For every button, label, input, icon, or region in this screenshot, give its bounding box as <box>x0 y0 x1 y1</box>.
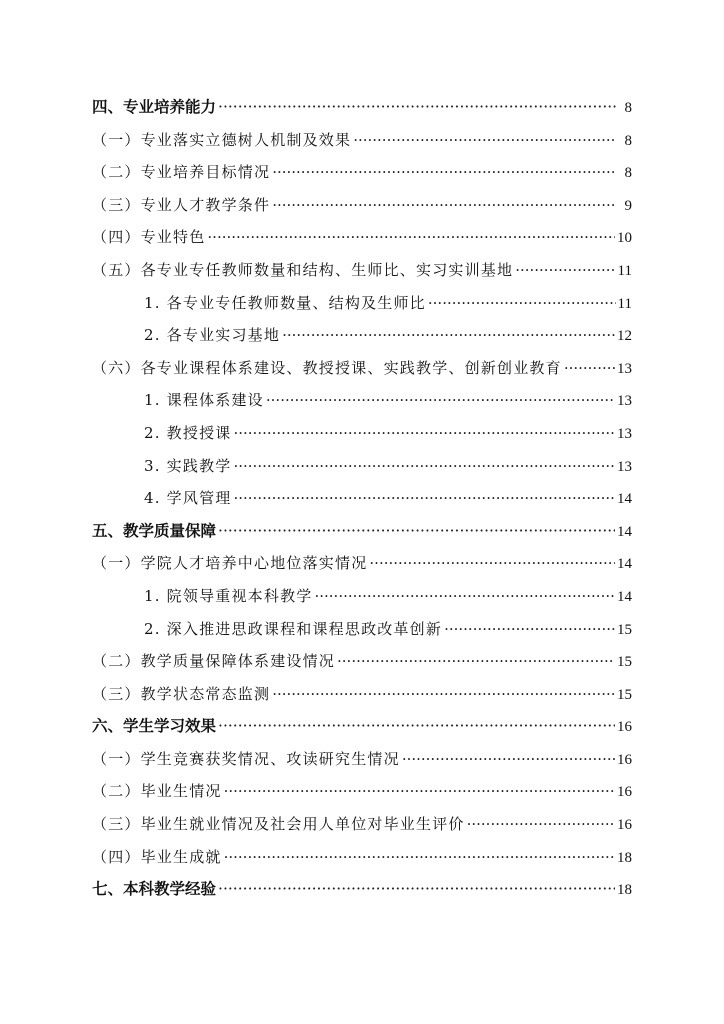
toc-dot-leader <box>272 189 616 222</box>
toc-entry[interactable] <box>92 352 632 385</box>
toc-entry[interactable] <box>92 743 632 776</box>
table-of-contents <box>92 91 632 906</box>
toc-dot-leader <box>353 124 616 157</box>
toc-entry-page-number: 16 <box>617 719 632 736</box>
toc-dot-leader <box>282 319 615 352</box>
toc-dot-leader <box>233 417 615 450</box>
toc-dot-leader <box>218 91 616 124</box>
toc-entry-label: （三）专业人才教学条件 <box>92 195 271 214</box>
toc-entry-label: （四）毕业生成就 <box>92 847 222 866</box>
toc-entry-page-number: 16 <box>617 817 632 834</box>
toc-entry-page-number: 15 <box>617 686 632 703</box>
toc-entry-label: 2. 深入推进思政课程和课程思政改革创新 <box>144 619 443 638</box>
toc-entry[interactable] <box>92 124 632 157</box>
toc-entry[interactable] <box>92 580 632 613</box>
toc-entry-page-number: 8 <box>624 132 632 149</box>
toc-dot-leader <box>218 873 615 906</box>
toc-dot-leader <box>233 450 615 483</box>
toc-entry-label: （二）教学质量保障体系建设情况 <box>92 652 336 671</box>
toc-entry-page-number: 18 <box>617 882 632 899</box>
toc-dot-leader <box>467 808 615 841</box>
toc-entry-label: 六、学生学习效果 <box>92 717 217 736</box>
toc-dot-leader <box>218 710 615 743</box>
toc-entry[interactable] <box>92 319 632 352</box>
toc-entry-page-number: 10 <box>617 230 632 247</box>
toc-entry-page-number: 8 <box>624 165 632 182</box>
toc-entry-label: 2. 各专业实习基地 <box>144 326 281 345</box>
toc-entry-page-number: 11 <box>617 262 632 279</box>
toc-entry[interactable] <box>92 91 632 124</box>
toc-dot-leader <box>224 775 615 808</box>
toc-entry[interactable] <box>92 450 632 483</box>
toc-dot-leader <box>314 580 615 613</box>
toc-entry[interactable] <box>92 775 632 808</box>
toc-entry-label: （五）各专业专任教师数量和结构、生师比、实习实训基地 <box>92 260 514 279</box>
toc-entry-page-number: 15 <box>617 654 632 671</box>
toc-entry-page-number: 14 <box>617 556 632 573</box>
toc-entry[interactable] <box>92 808 632 841</box>
toc-entry-label: 四、专业培养能力 <box>92 98 217 116</box>
toc-entry[interactable] <box>92 254 632 287</box>
toc-entry-page-number: 18 <box>617 849 632 866</box>
toc-entry[interactable] <box>92 678 632 711</box>
toc-entry[interactable] <box>92 287 632 320</box>
toc-entry-page-number: 8 <box>624 100 632 116</box>
toc-entry-label: （一）学院人才培养中心地位落实情况 <box>92 554 368 573</box>
toc-dot-leader <box>564 352 615 385</box>
toc-entry-label: （六）各专业课程体系建设、教授授课、实践教学、创新创业教育 <box>92 358 562 377</box>
toc-entry[interactable] <box>92 547 632 580</box>
toc-entry[interactable] <box>92 645 632 678</box>
toc-entry-label: 七、本科教学经验 <box>92 880 217 899</box>
toc-entry-page-number: 14 <box>617 588 632 605</box>
toc-entry[interactable] <box>92 384 632 417</box>
toc-entry[interactable] <box>92 482 632 515</box>
toc-entry[interactable] <box>92 417 632 450</box>
toc-entry-label: 4. 学风管理 <box>144 489 232 508</box>
toc-entry-page-number: 14 <box>617 523 632 540</box>
toc-entry-page-number: 16 <box>617 784 632 801</box>
toc-entry-page-number: 13 <box>617 393 632 410</box>
toc-dot-leader <box>266 384 615 417</box>
toc-entry-page-number: 13 <box>617 458 632 475</box>
toc-entry-label: （三）毕业生就业情况及社会用人单位对毕业生评价 <box>92 815 465 834</box>
toc-entry-page-number: 9 <box>624 197 632 214</box>
toc-entry[interactable] <box>92 613 632 646</box>
toc-entry-page-number: 15 <box>617 621 632 638</box>
toc-dot-leader <box>224 841 615 874</box>
toc-entry-page-number: 13 <box>617 360 632 377</box>
toc-entry-label: 1. 课程体系建设 <box>144 391 264 410</box>
toc-entry[interactable] <box>92 873 632 906</box>
toc-entry-label: （一）学生竞赛获奖情况、攻读研究生情况 <box>92 749 400 768</box>
toc-entry-label: （二）毕业生情况 <box>92 782 222 801</box>
toc-entry-label: 1. 各专业专任教师数量、结构及生师比 <box>144 293 426 312</box>
toc-entry[interactable] <box>92 221 632 254</box>
toc-dot-leader <box>272 156 616 189</box>
toc-entry[interactable] <box>92 189 632 222</box>
toc-dot-leader <box>272 678 615 711</box>
toc-dot-leader <box>207 221 615 254</box>
toc-dot-leader <box>428 287 616 320</box>
toc-dot-leader <box>444 613 615 646</box>
toc-entry-page-number: 11 <box>617 295 632 312</box>
toc-entry[interactable] <box>92 515 632 548</box>
toc-entry[interactable] <box>92 841 632 874</box>
toc-dot-leader <box>218 515 615 548</box>
toc-entry-page-number: 13 <box>617 425 632 442</box>
toc-entry[interactable] <box>92 710 632 743</box>
toc-dot-leader <box>402 743 615 776</box>
toc-entry-page-number: 14 <box>617 491 632 508</box>
toc-entry[interactable] <box>92 156 632 189</box>
toc-entry-label: 3. 实践教学 <box>144 456 232 475</box>
toc-dot-leader <box>369 547 615 580</box>
toc-entry-page-number: 16 <box>617 751 632 768</box>
toc-entry-label: 2. 教授授课 <box>144 423 232 442</box>
toc-entry-label: （四）专业特色 <box>92 228 206 247</box>
toc-entry-label: 1. 院领导重视本科教学 <box>144 586 313 605</box>
toc-entry-label: 五、教学质量保障 <box>92 521 217 540</box>
toc-entry-label: （三）教学状态常态监测 <box>92 684 271 703</box>
toc-entry-label: （一）专业落实立德树人机制及效果 <box>92 130 352 149</box>
toc-entry-page-number: 12 <box>617 328 632 345</box>
toc-dot-leader <box>515 254 615 287</box>
toc-dot-leader <box>337 645 615 678</box>
toc-dot-leader <box>233 482 615 515</box>
toc-entry-label: （二）专业培养目标情况 <box>92 163 271 182</box>
